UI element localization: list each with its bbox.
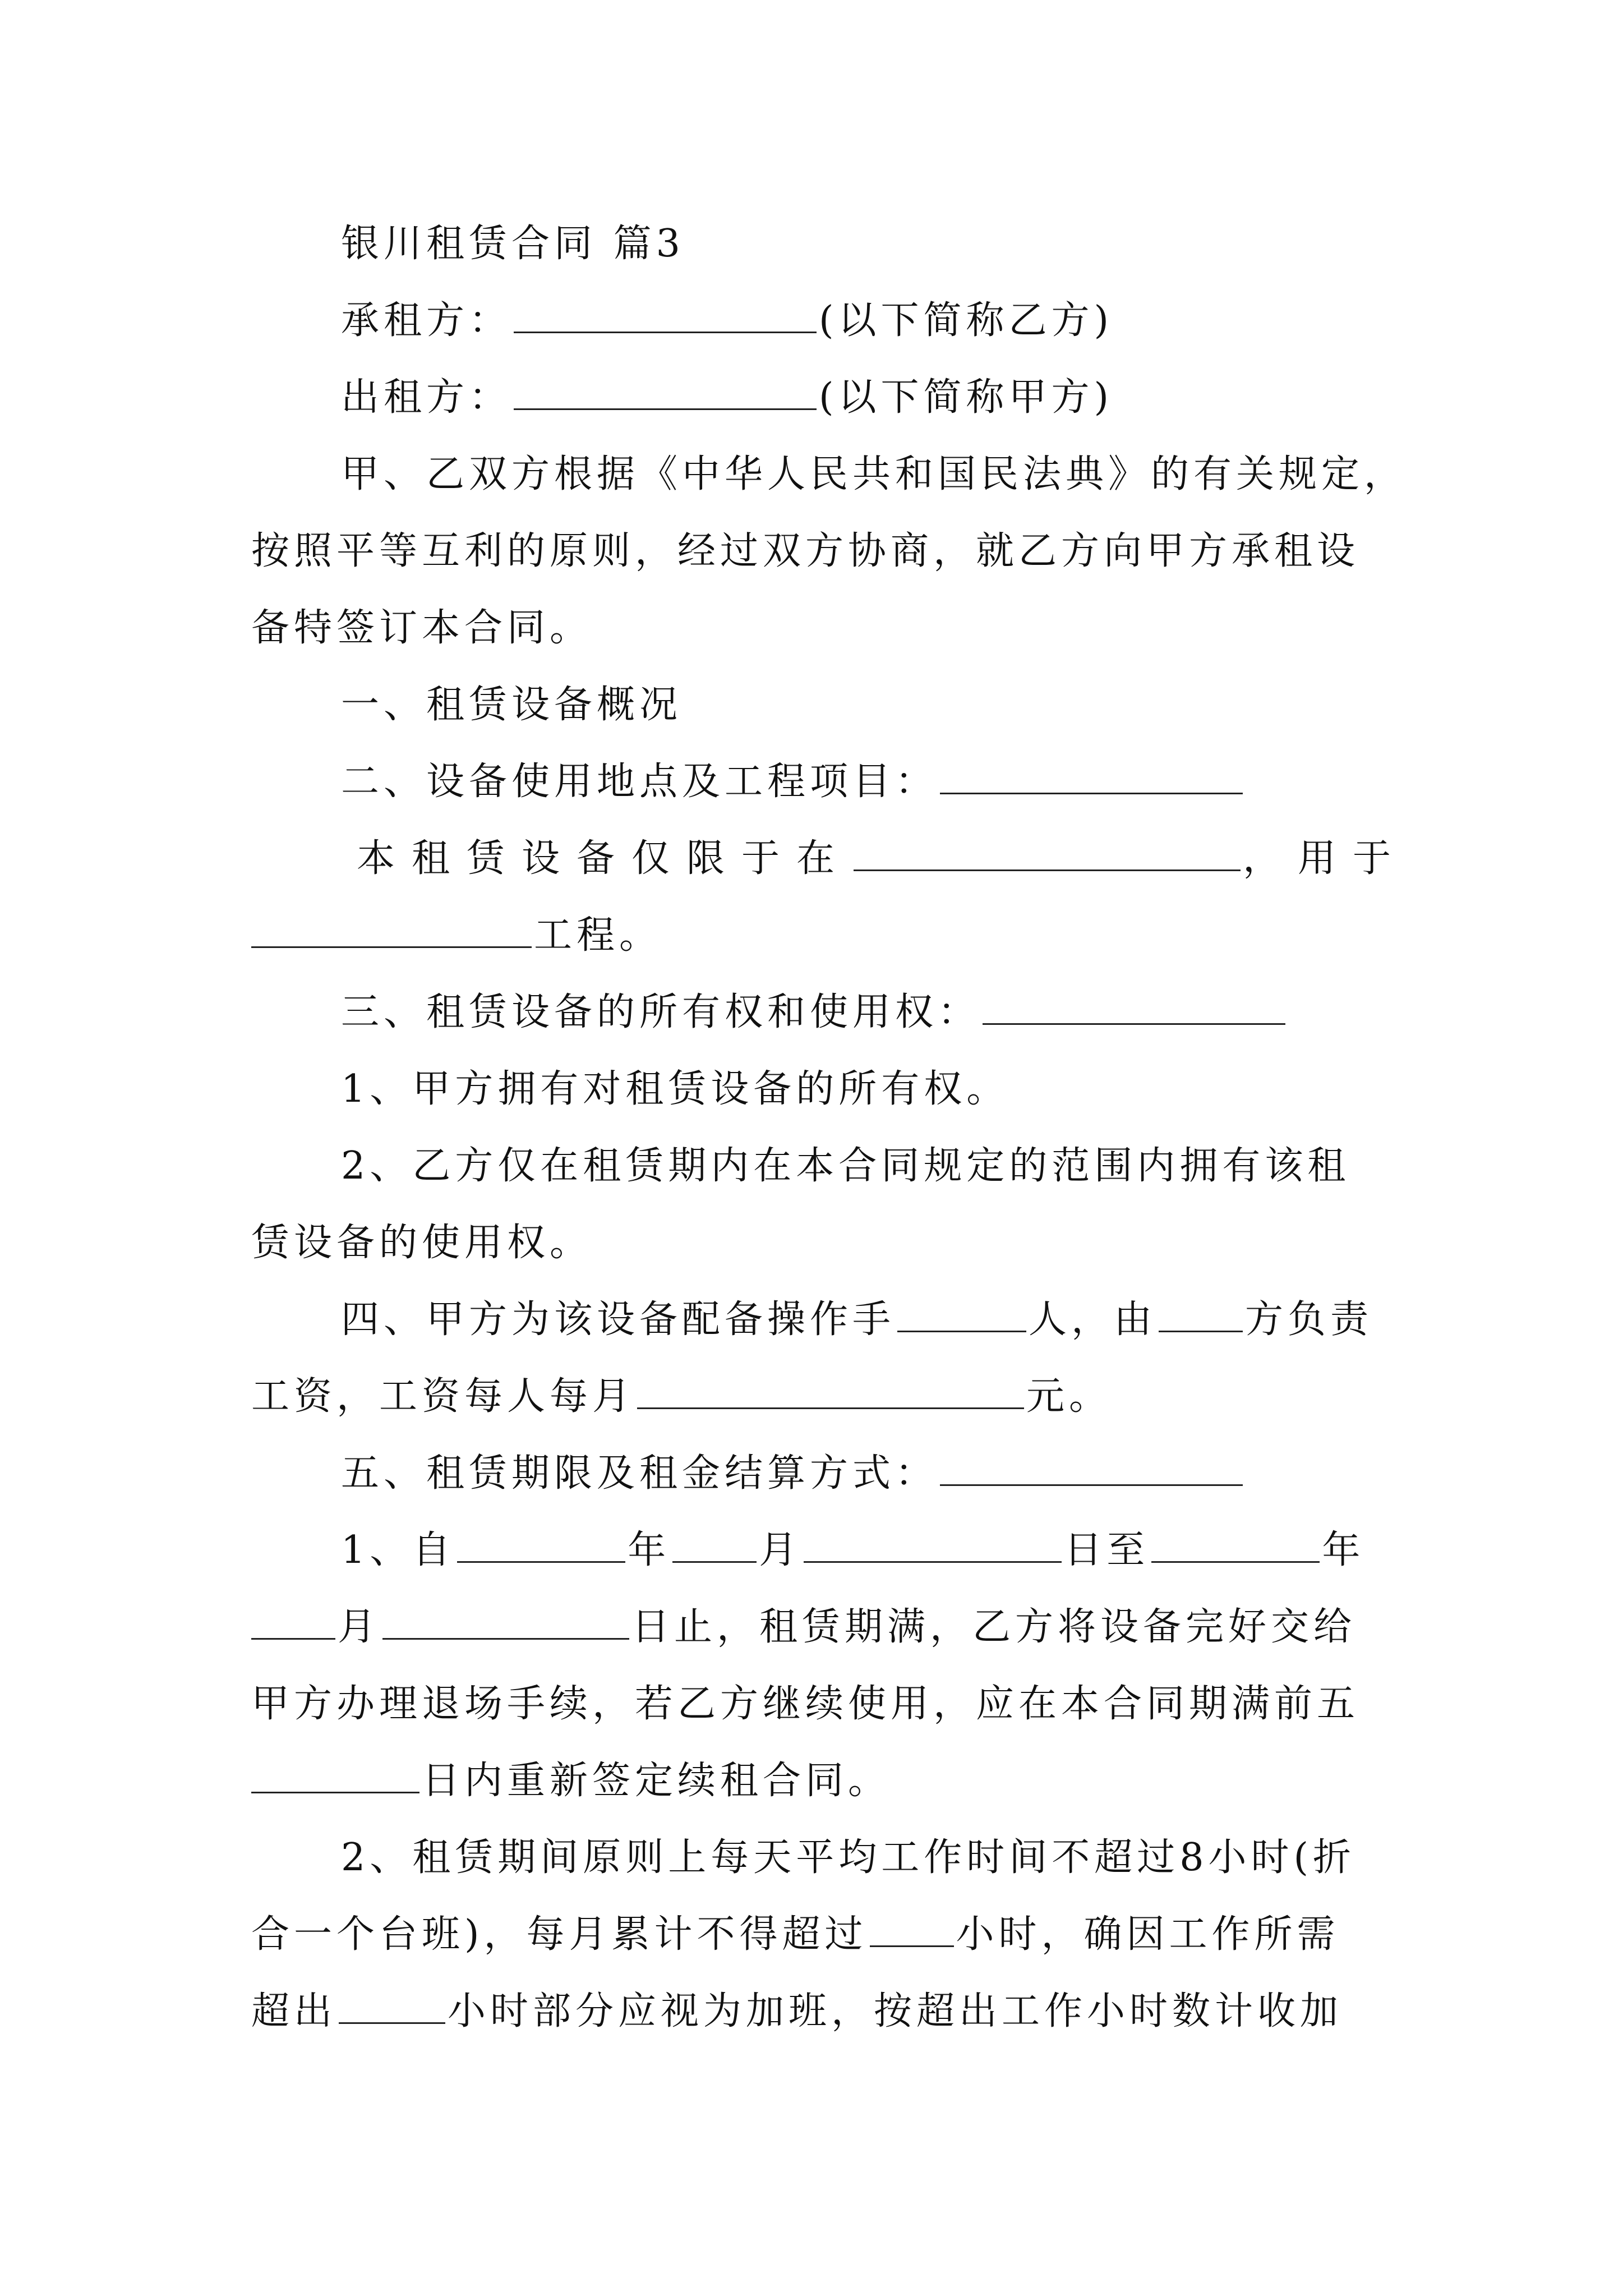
intro-line-3: 备特签订本合同。 xyxy=(251,606,593,650)
project-blank xyxy=(940,751,1243,794)
end-year-blank xyxy=(1151,1520,1320,1563)
intro-line-1: 甲、乙双方根据《中华人民共和国民法典》的有关规定， xyxy=(341,452,1407,496)
intro-line-2: 按照平等互利的原则，经过双方协商，就乙方向甲方承租设 xyxy=(251,529,1360,573)
section-3-item-1: 1、甲方拥有对租赁设备的所有权。 xyxy=(341,1067,1009,1111)
lessee-blank xyxy=(514,290,817,333)
start-day-blank xyxy=(804,1520,1062,1563)
lessor-blank xyxy=(514,367,817,410)
salary-blank xyxy=(637,1366,1024,1409)
start-year-blank xyxy=(457,1520,625,1563)
section-5-item-2-line-3: 超出 小时部分应视为加班，按超出工作小时数计收加 xyxy=(251,1981,1385,2042)
overtime-hours-blank xyxy=(339,1981,445,2024)
section-5-item-1-line-4: 日内重新签定续租合同。 xyxy=(251,1750,1385,1812)
document-title: 银川租赁合同 篇3 xyxy=(341,222,685,266)
project-name-blank xyxy=(251,905,532,948)
location-blank xyxy=(854,828,1241,871)
section-3-heading: 三、租赁设备的所有权和使用权： xyxy=(341,982,1385,1043)
section-2-heading: 二、设备使用地点及工程项目： xyxy=(341,751,1385,813)
rent-settlement-blank xyxy=(940,1443,1243,1486)
section-1-heading: 一、租赁设备概况 xyxy=(341,683,683,727)
renewal-days-blank xyxy=(251,1750,419,1793)
monthly-hours-blank xyxy=(870,1904,954,1947)
end-month-blank xyxy=(251,1596,335,1640)
section-5-item-1-line-1: 1、自 年 月 日至 年 xyxy=(341,1520,1385,1581)
lessee-line: 承租方： (以下简称乙方) xyxy=(341,290,1385,352)
operator-count-blank xyxy=(897,1289,1026,1332)
responsible-party-blank xyxy=(1159,1289,1243,1332)
start-month-blank xyxy=(672,1520,757,1563)
section-3-item-2-line-1: 2、乙方仅在租赁期内在本合同规定的范围内拥有该租 xyxy=(341,1144,1350,1188)
section-4-line-1: 四、甲方为该设备配备操作手 人，由 方负责 xyxy=(341,1289,1385,1351)
section-2-text-line-1: 本租赁设备仅限于在 ，用于 xyxy=(357,828,1385,890)
lessor-line: 出租方： (以下简称甲方) xyxy=(341,367,1385,429)
section-5-item-2-line-2: 合一个台班)，每月累计不得超过 小时，确因工作所需 xyxy=(251,1904,1385,1966)
section-5-item-1-line-3: 甲方办理退场手续，若乙方继续使用，应在本合同期满前五 xyxy=(251,1682,1360,1726)
section-5-item-2-line-1: 2、租赁期间原则上每天平均工作时间不超过8小时(折 xyxy=(341,1835,1356,1880)
section-3-item-2-line-2: 赁设备的使用权。 xyxy=(251,1221,593,1265)
section-5-heading: 五、租赁期限及租金结算方式： xyxy=(341,1443,1385,1504)
section-2-text-line-2: 工程。 xyxy=(251,905,1385,967)
end-day-blank xyxy=(382,1596,629,1640)
section-5-item-1-line-2: 月 日止，租赁期满，乙方将设备完好交给 xyxy=(251,1596,1385,1658)
section-4-line-2: 工资，工资每人每月 元。 xyxy=(251,1366,1385,1428)
ownership-blank xyxy=(983,982,1285,1025)
